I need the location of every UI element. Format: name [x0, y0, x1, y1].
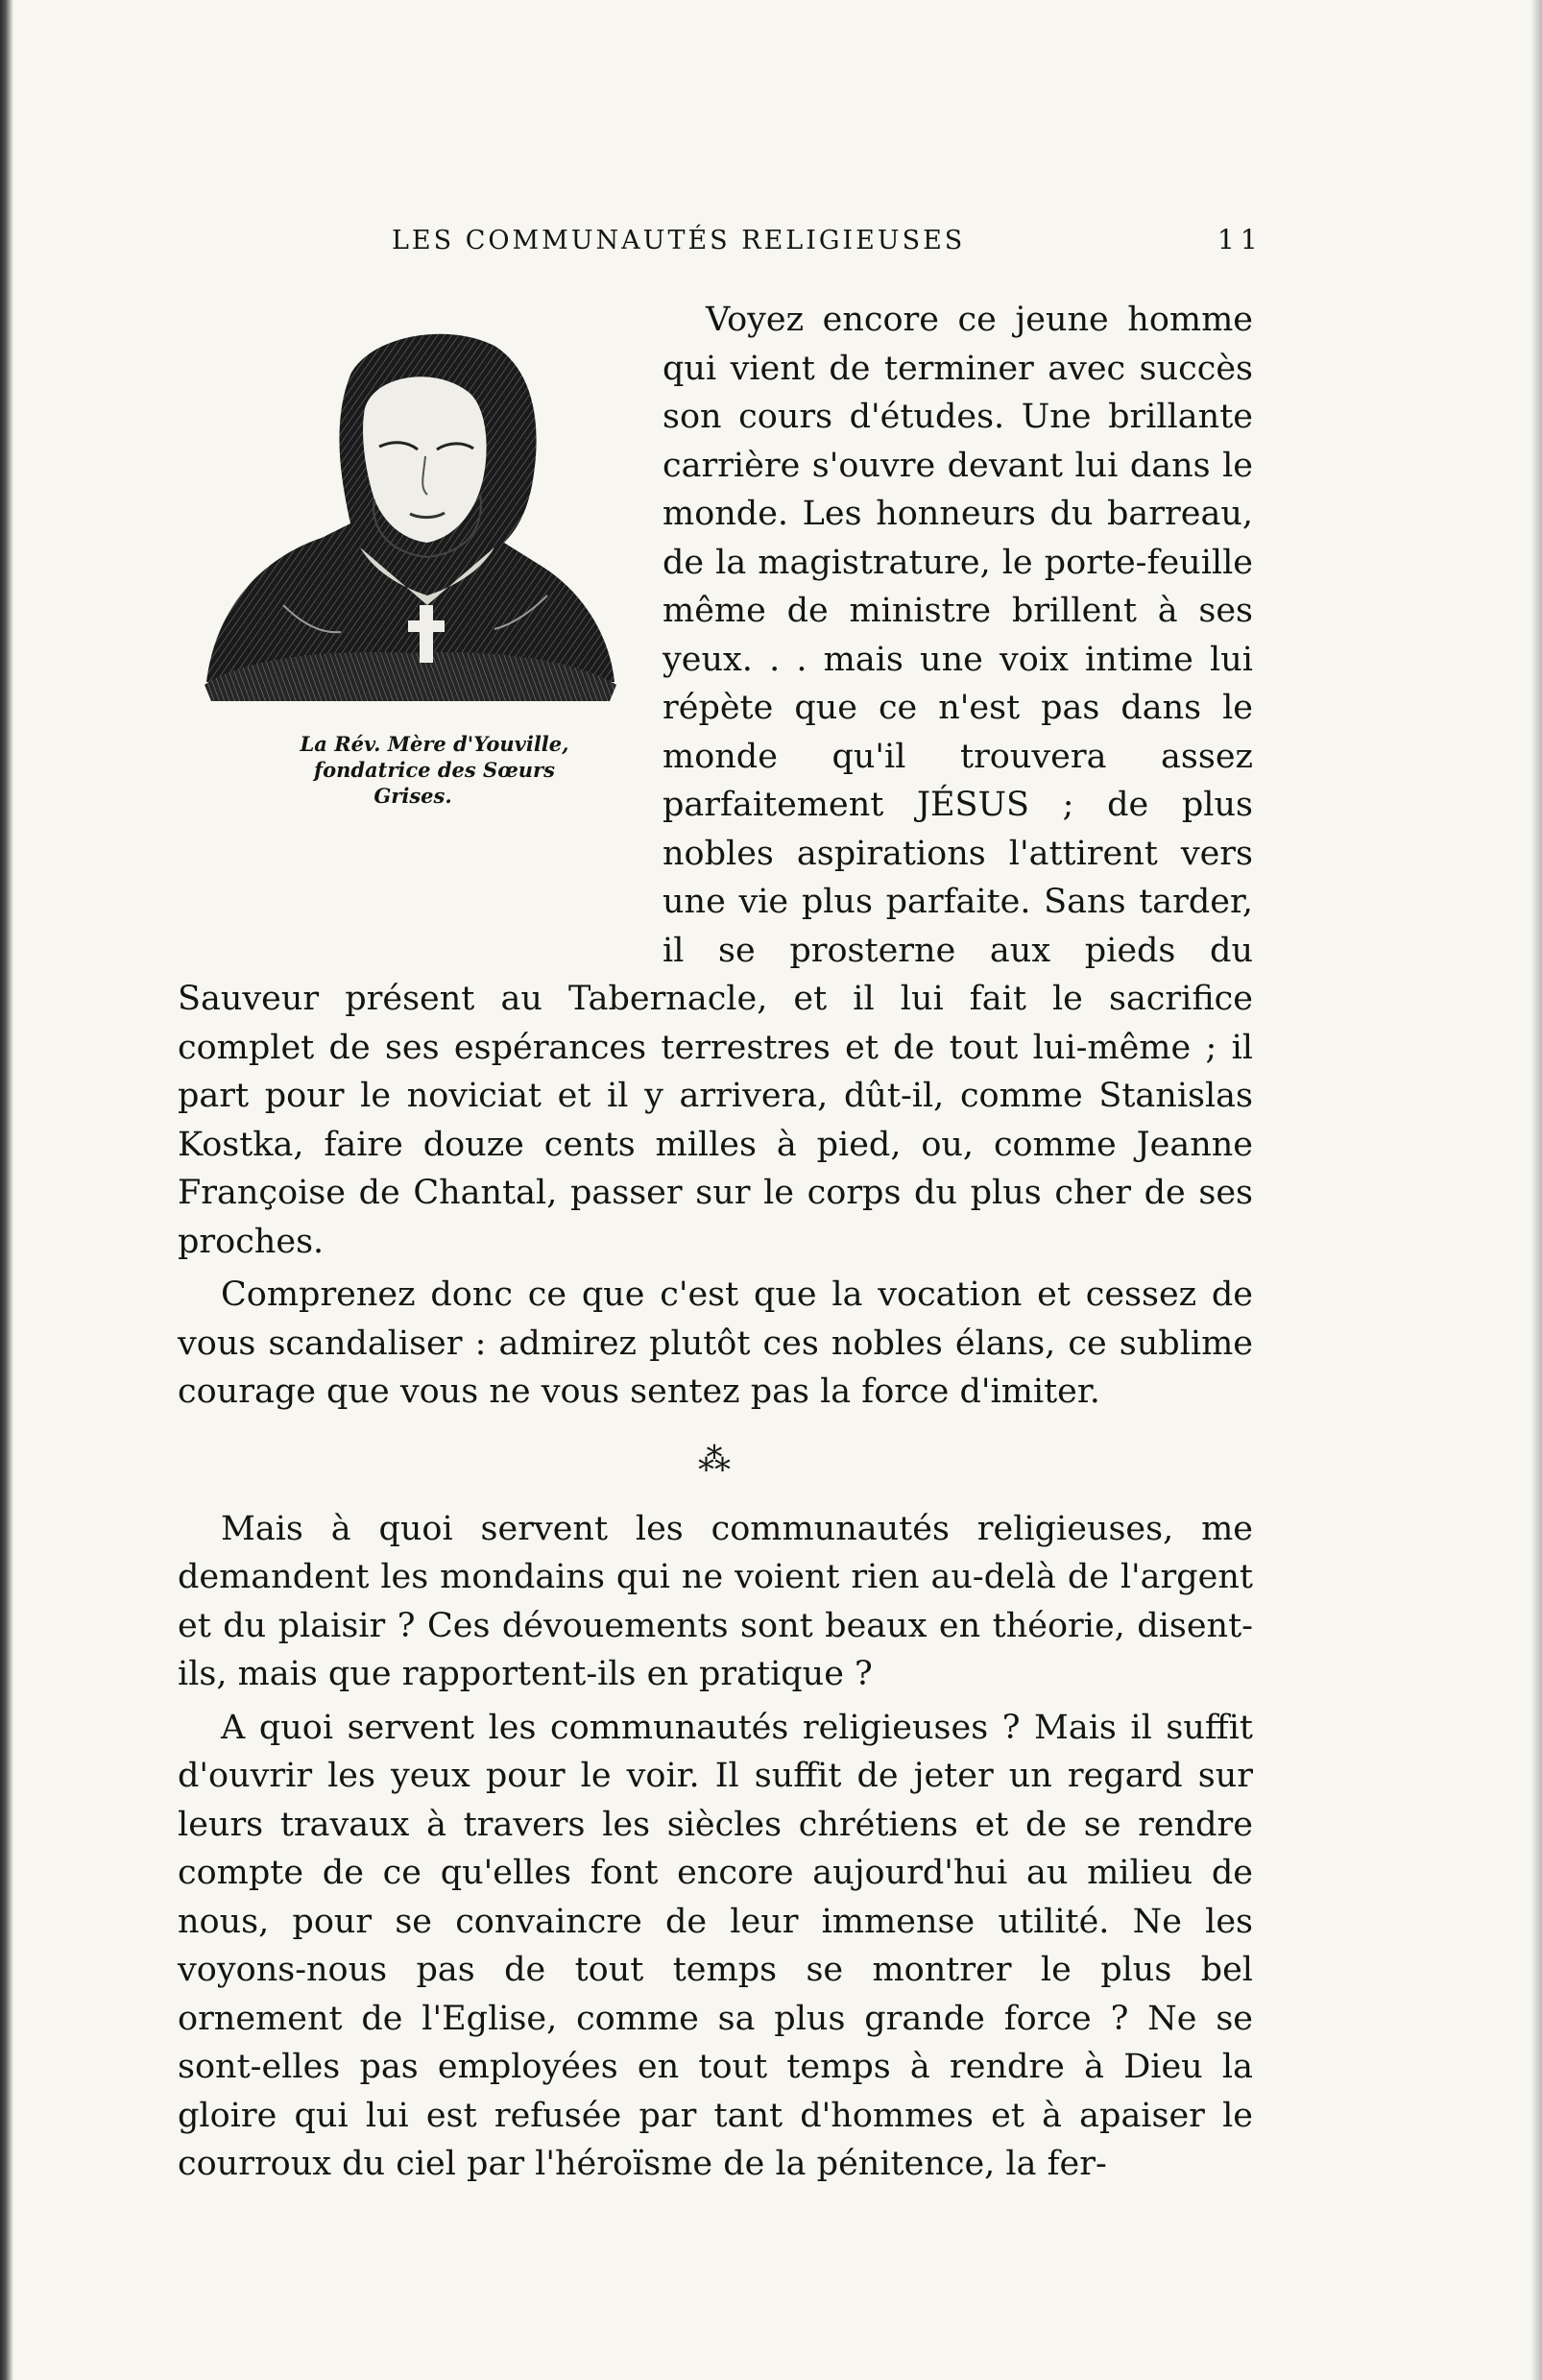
- page-number: 11: [1217, 224, 1264, 255]
- paragraph-1-text: Voyez encore ce jeune homme qui vient de terminer avec succès son cours d'études. Une brillante carrière s'ouvre devant lui dans le monde. Les honneurs du barreau, de la magistrature, le porte-feuille même de ministre brillent à ses yeux. . . mais une voix intime lui répète que ce n'est pas dans le monde qu'il trouvera assez parfaitement JÉSUS ; de plus nobles aspirations l'attirent vers une vie plus parfaite. Sans tarder, il se prosterne aux pieds du Sauveur présent au Tabernacle, et il lui fait le sacrifice complet de ses espérances terrestres et de tout lui-même ; il part pour le noviciat et il y arrivera, dût-il, comme Stanislas Kostka, faire douze cents milles à pied, ou, comme Jeanne Françoise de Chantal, passer sur le corps du plus cher de ses proches.: [178, 301, 1253, 1261]
- caption-line-2: fondatrice des Sœurs Grises.: [314, 758, 555, 808]
- section-separator: ⁂: [698, 1440, 733, 1479]
- paragraph-1: [178, 296, 1253, 1266]
- caption-line-1: La Rév. Mère d'Youville,: [300, 732, 569, 756]
- portrait-figure: [178, 296, 624, 972]
- body-text: [178, 296, 1253, 2189]
- paragraph-3: Mais à quoi servent les communautés religieuses, me demandent les mondains qui ne voient rien au-delà de l'argent et du plaisir ? Ces dévouements sont beaux en théorie, disent-ils, mais que rapportent-ils en pratique ?: [178, 1509, 1253, 1693]
- page-right-edge: [1530, 0, 1542, 2380]
- running-header: LES COMMUNAUTÉS RELIGIEUSES: [392, 226, 966, 255]
- portrait-engraving: [197, 317, 619, 716]
- figure-caption: [235, 731, 590, 809]
- paragraph-4: A quoi servent les communautés religieuses ? Mais il suffit d'ouvrir les yeux pour le voir. Il suffit de jeter un regard sur leurs travaux à travers les siècles chrétiens et de se rendre compte de ce qu'elles font encore aujourd'hui au milieu de nous, pour se convaincre de leur immense utilité. Ne les voyons-nous pas de tout temps se montrer le plus bel ornement de l'Eglise, comme sa plus grande force ? Ne se sont-elles pas employées en tout temps à rendre à Dieu la gloire qui lui est refusée par tant d'hommes et à apaiser le courroux du ciel par l'héroïsme de la pénitence, la fer-: [178, 1708, 1253, 2183]
- page-binding-edge: [0, 0, 13, 2380]
- paragraph-2: Comprenez donc ce que c'est que la vocation et cessez de vous scandaliser : admirez plutôt ces nobles élans, ce sublime courage que vous ne vous sentez pas la force d'imiter.: [178, 1275, 1253, 1411]
